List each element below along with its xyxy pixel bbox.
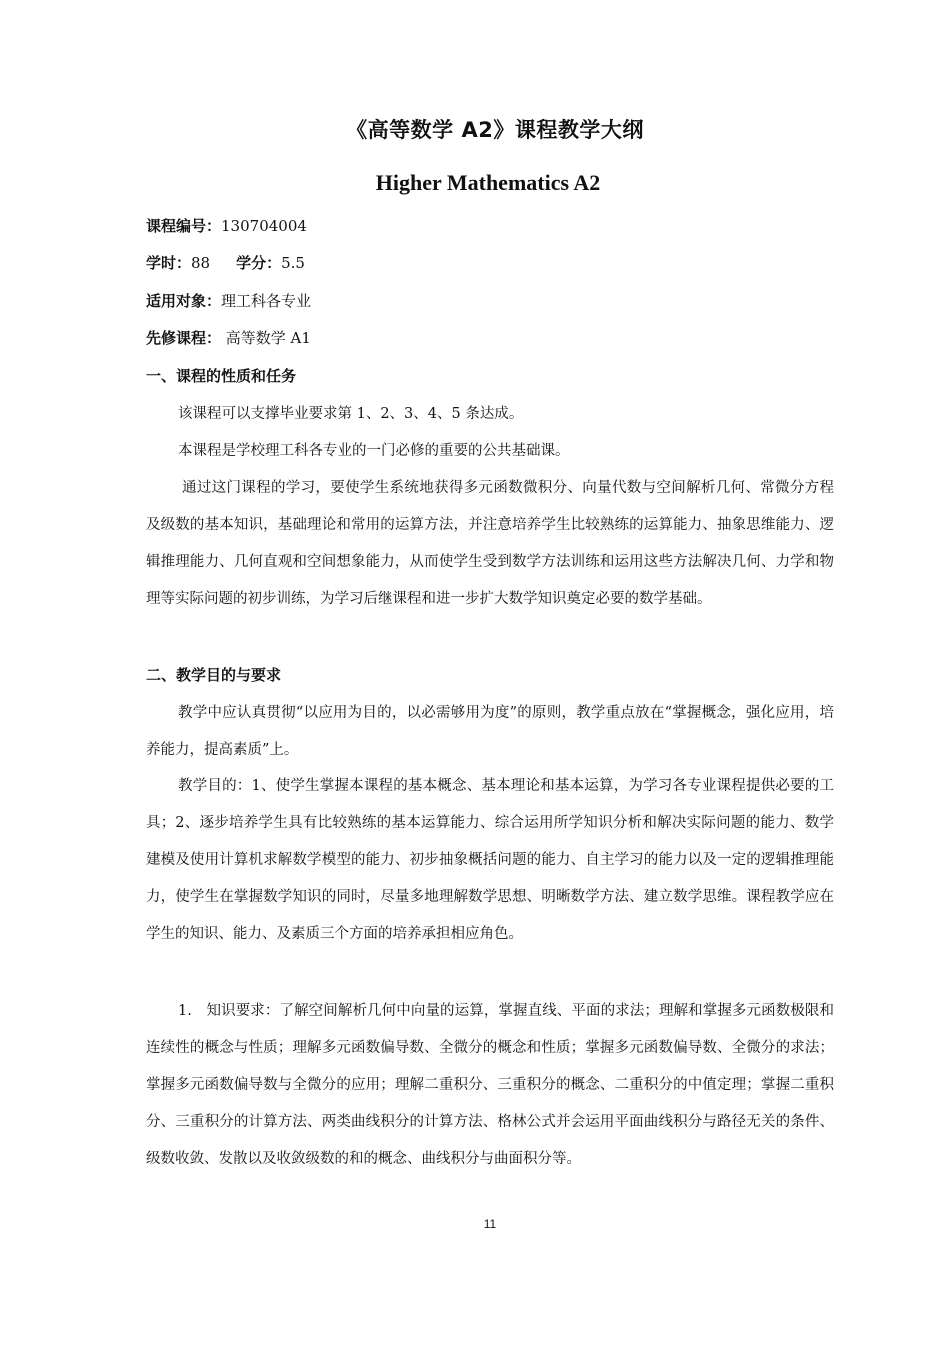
page-number: 11 xyxy=(483,1217,497,1231)
audience-value: 理工科各专业 xyxy=(221,292,312,310)
audience-line xyxy=(146,291,311,311)
paragraph-teaching-principle: 教学中应认真贯彻“以应用为目的，以必需够用为度”的原则，教学重点放在“掌握概念，强化应用，培养能力，提高素质”上。 xyxy=(146,705,834,758)
paragraph-course-goals: 通过这门课程的学习，要使学生系统地获得多元函数微积分、向量代数与空间解析几何、常微分方程及级数的基本知识，基础理论和常用的运算方法，并注意培养学生比较熟练的运算能力、抽象思维能力、逻辑推理能力、几何直观和空间想象能力，从而使学生受到数学方法训练和运用这些方法解决几何、力学和物理等实际问题的初步训练，为学习后继课程和进一步扩大数学知识奠定必要的数学基础。 xyxy=(146,480,834,607)
prerequisite-value: 高等数学 A1 xyxy=(221,329,311,347)
paragraph-knowledge-requirements: 1. 知识要求：了解空间解析几何中向量的运算，掌握直线、平面的求法；理解和掌握多元函数极限和连续性的概念与性质；理解多元函数偏导数、全微分的概念和性质；掌握多元函数偏导数、全微分的求法；掌握多元函数偏导数与全微分的应用；理解二重积分、三重积分的概念、二重积分的中值定理；掌握二重积分、三重积分的计算方法、两类曲线积分的计算方法、格林公式并会运用平面曲线积分与路径无关的条件、级数收敛、发散以及收敛级数的和的概念、曲线积分与曲面积分等。 xyxy=(146,1003,834,1167)
section-heading-purpose-requirements: 二、教学目的与要求 xyxy=(146,666,282,684)
course-code-line xyxy=(146,216,307,236)
course-code-value: 130704004 xyxy=(221,217,307,235)
hours-credits-line xyxy=(146,253,305,273)
paragraph-teaching-purpose: 教学目的：1、使学生掌握本课程的基本概念、基本理论和基本运算，为学习各专业课程提供必要的工具；2、逐步培养学生具有比较熟练的基本运算能力、综合运用所学知识分析和解决实际问题的能力、数学建模及使用计算机求解数学模型的能力、初步抽象概括问题的能力、自主学习的能力以及一定的逻辑推理能力，使学生在掌握数学知识的同时，尽量多地理解数学思想、明晰数学方法、建立数学思维。课程教学应在学生的知识、能力、及素质三个方面的培养承担相应角色。 xyxy=(146,778,834,942)
section-heading-nature-tasks: 一、课程的性质和任务 xyxy=(146,367,297,385)
document-subtitle-english: Higher Mathematics A2 xyxy=(375,170,601,195)
prerequisite-line xyxy=(146,328,311,348)
credits-value: 5.5 xyxy=(281,254,305,272)
audience-label: 适用对象： xyxy=(146,292,222,310)
paragraph-course-nature: 本课程是学校理工科各专业的一门必修的重要的公共基础课。 xyxy=(178,443,570,459)
paragraph-graduation-requirements: 该课程可以支撑毕业要求第 1、2、3、4、5 条达成。 xyxy=(178,406,524,422)
document-title: 《高等数学 A2》课程教学大纲 xyxy=(346,118,644,142)
hours-value: 88 xyxy=(191,254,211,272)
prerequisite-label: 先修课程： xyxy=(146,329,222,347)
course-code-label: 课程编号： xyxy=(146,217,222,235)
hours-label: 学时： xyxy=(146,254,192,272)
credits-label: 学分： xyxy=(236,254,282,272)
